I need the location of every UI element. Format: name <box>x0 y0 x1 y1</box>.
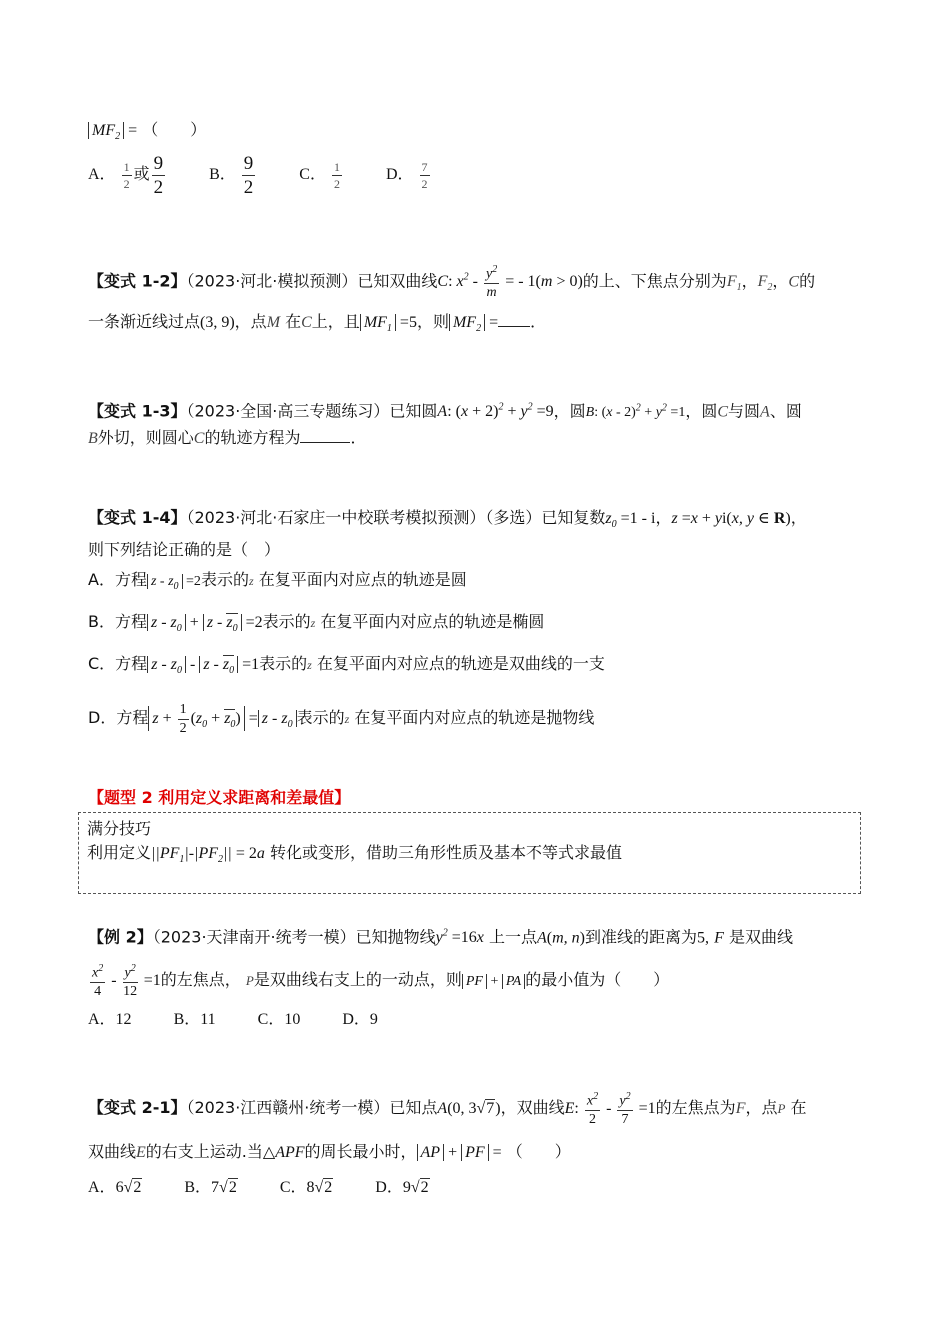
v21-option-b[interactable]: B．7√2 <box>184 1179 237 1196</box>
v12-line2: 一条渐近线过点(3, 9)，点M 在C上，且 $MF_1 =5$，则 $MF_2$ = ． <box>88 312 547 335</box>
ex2-options <box>88 1008 416 1032</box>
v14-option-a[interactable]: A．方程 $z - z_0 =2$表示的z 在复平面内对应点的轨迹是圆 <box>88 570 467 592</box>
v21-line1: 【变式 2-1】（2023·江西赣州·统考一模）已知点A(0, 3√7)，双曲线E: $\frac{x^2}{2}$ - $\frac{y^2}{7}$ =1的左焦点为F，点P 在 <box>88 1090 807 1128</box>
hyperbola-eq: C: $x^2$ - $\frac{y^2}{m}$ = - 1(m > 0) <box>437 263 583 301</box>
v14-line2: 则下列结论正确的是（ ） <box>88 540 281 559</box>
ex2-line1: 【例 2】（2023·天津南开·统考一模）已知抛物线$y^2 =16x$ 上一点A(m, n)到准线的距离为5, F 是双曲线 <box>88 927 793 947</box>
q1-option-d[interactable]: D． $\frac{7}{2}$ <box>385 159 428 191</box>
tip-content: 利用定义$||PF_1|-|PF_2|| = 2a$ 转化或变形，借助三角形性质及基本不等式求最值 <box>87 843 622 866</box>
q1-stem-line <box>88 118 206 149</box>
v21-line2: 双曲线E的右支上运动.当△APF的周长最小时， AP + PF = （ ） <box>88 1142 571 1161</box>
v21-option-a[interactable]: A．6√2 <box>88 1179 142 1196</box>
q1-option-a[interactable]: A． $\frac{1}{2}$ 或 $\frac{9}{2}$ <box>88 152 164 198</box>
v21-options <box>88 1176 468 1200</box>
q1-options <box>88 152 470 197</box>
point-3-9: (3, 9) <box>200 314 235 331</box>
v21-option-c[interactable]: C．8√2 <box>279 1179 333 1196</box>
ex2-option-d[interactable]: D．9 <box>342 1011 378 1028</box>
ex2-line2: $\frac{x^2}{4}$ - $\frac{y^2}{12}$ =1的左焦点， P是双曲线右支上的一动点，则 PF + PA 的最小值为（ ） <box>92 962 670 1000</box>
circle-b-eq: B: $(x - 2)^2 + y^2 =1$ <box>585 402 686 421</box>
v14-option-b[interactable]: B．方程 $z - z_0 + z - z_0 =2$表示的z 在复平面内对应点的轨迹是椭圆 <box>88 612 545 635</box>
v13-line1: 【变式 1-3】（2023·全国·高三专题练习）已知圆A: $(x + 2)^2 + y^2 =9$，圆B: $(x - 2)^2 + y^2 =1$，圆C与圆A、圆 <box>88 401 802 421</box>
v14-option-c[interactable]: C．方程 $z - z_0 - z - z_0 =1$表示的z 在复平面内对应点的轨迹是双曲线的一支 <box>88 654 605 677</box>
q1-option-b[interactable]: B． $\frac{9}{2}$ <box>209 152 254 198</box>
tip-box <box>78 812 861 894</box>
mf2-expr: $MF_2$ = <box>88 122 137 139</box>
ex2-option-b[interactable]: B．11 <box>173 1011 216 1028</box>
ex2-option-c[interactable]: C．10 <box>257 1011 301 1028</box>
v12-line1: 【变式 1-2】（2023·河北·模拟预测）已知双曲线C: $x^2$ - $\frac{y^2}{m}$ = - 1(m > 0)的上、下焦点分别为$F_1$，$F_2$，C的 <box>88 263 816 301</box>
v21-option-d[interactable]: D．9√2 <box>375 1179 429 1196</box>
answer-blank[interactable] <box>300 428 350 443</box>
circle-a-eq: A: $(x + 2)^2 + y^2 =9$ <box>437 402 554 421</box>
v14-line1: 【变式 1-4】（2023·河北·石家庄一中校联考模拟预测）（多选）已知复数$z_0 =1 - i$，z =x + yi(x, y ∈ R)， <box>88 508 807 531</box>
ex2-option-a[interactable]: A．12 <box>88 1011 132 1028</box>
v14-option-d[interactable]: D．方程 z + $\frac{1}{2}$ $(z_0 + z_0) = z - z_0$ 表示的z 在复平面内对应点的轨迹是抛物线 <box>88 701 595 736</box>
answer-blank[interactable] <box>498 312 530 327</box>
tip-title: 满分技巧 <box>87 819 152 838</box>
q1-paren: （ ） <box>142 120 207 139</box>
q1-option-c[interactable]: C． $\frac{1}{2}$ <box>299 159 340 191</box>
type2-heading: 【题型 2 利用定义求距离和差最值】 <box>88 788 351 807</box>
v13-line2: B外切，则圆心C的轨迹方程为 ． <box>88 428 367 447</box>
